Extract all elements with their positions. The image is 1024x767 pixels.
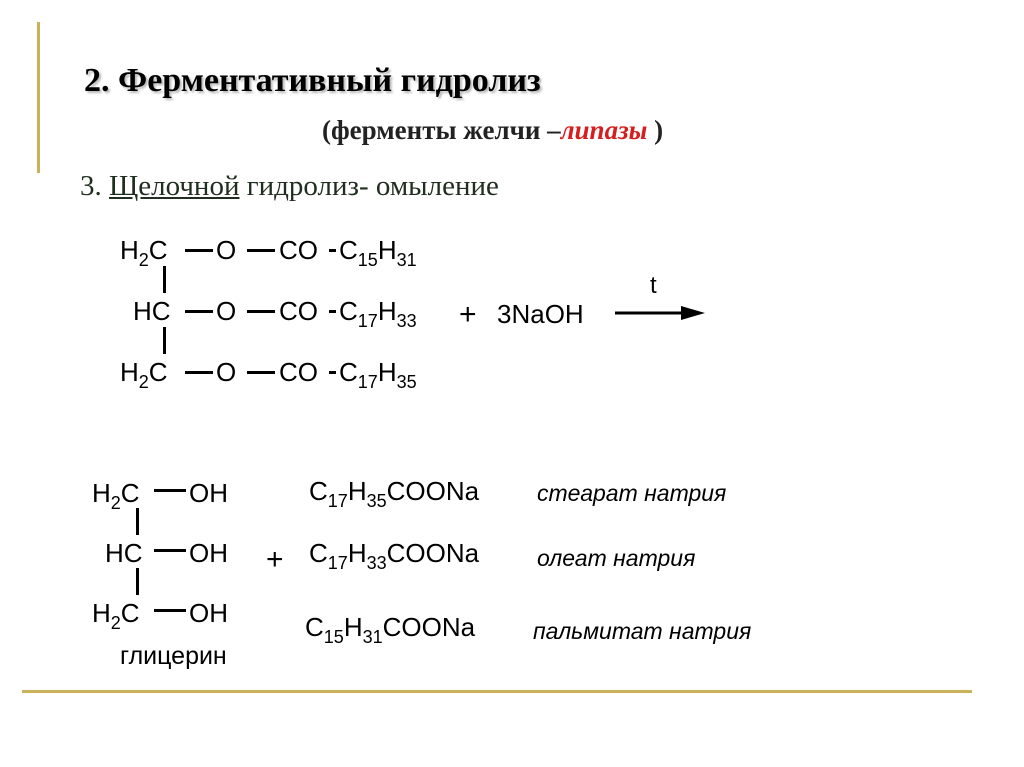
fat-chain-1: $C_{15}H_{31}$	[339, 235, 417, 270]
bond-line	[185, 310, 213, 313]
subtitle-paren-close: )	[647, 115, 664, 145]
fat-carbon-1: $H_2C$	[120, 235, 168, 270]
bond-line	[163, 266, 166, 293]
reactants-plus: +	[459, 298, 477, 331]
salt-name-stearate: стеарат натрия	[537, 480, 727, 506]
fat-oxygen-3: O	[216, 357, 237, 387]
glycerol-name: глицерин	[120, 642, 227, 670]
bond-line	[163, 327, 166, 354]
glycerol-carbon-2: HC	[105, 538, 143, 568]
salt-formula-palmitate: $C_{15}H_{31}COONa$	[305, 612, 476, 647]
subtitle-prefix: ферменты желчи –	[331, 115, 561, 145]
glycerol-carbon-1: $H_2C$	[92, 478, 140, 513]
salt-name-oleate: олеат натрия	[537, 545, 696, 571]
fat-carbonyl-3: CO	[279, 357, 318, 387]
slide-subtitle	[322, 115, 663, 146]
glycerol-hydroxyl-1: OH	[189, 478, 228, 508]
section-heading	[80, 170, 499, 203]
fat-carbon-2: HC	[133, 296, 171, 326]
bond-line	[154, 489, 186, 492]
fat-oxygen-2: O	[216, 296, 237, 326]
bond-line	[154, 609, 186, 612]
salt-formula-stearate: $C_{17}H_{35}COONa$	[309, 476, 480, 511]
products-plus: +	[266, 543, 284, 576]
bond-line	[329, 371, 336, 374]
bond-line	[185, 371, 213, 374]
bond-line	[136, 508, 139, 535]
heading-rest: гидролиз- омыление	[239, 170, 499, 202]
salt-formula-oleate: $C_{17}H_{33}COONa$	[309, 538, 480, 573]
reaction-arrow-icon	[615, 303, 707, 323]
bond-line	[185, 249, 213, 252]
fat-carbonyl-2: CO	[279, 296, 318, 326]
slide-title: 2. Ферментативный гидролиз	[84, 62, 541, 99]
glycerol-carbon-3: $H_2C$	[92, 598, 140, 633]
condition-label: t	[650, 272, 657, 299]
glycerol-hydroxyl-2: OH	[189, 538, 228, 568]
fat-carbon-3: $H_2C$	[120, 357, 168, 392]
fat-chain-3: $C_{17}H_{35}$	[339, 357, 417, 392]
bond-line	[136, 568, 139, 595]
bond-line	[329, 310, 336, 313]
fat-oxygen-1: O	[216, 235, 237, 265]
bond-line	[247, 371, 275, 374]
bond-line	[247, 310, 275, 313]
glycerol-hydroxyl-3: OH	[189, 598, 228, 628]
salt-name-palmitate: пальмитат натрия	[533, 618, 752, 644]
subtitle-paren-open: (	[322, 115, 331, 145]
reagent-naoh: 3NaOH	[497, 299, 584, 329]
fat-carbonyl-1: CO	[279, 235, 318, 265]
bond-line	[247, 249, 275, 252]
subtitle-enzyme: липазы	[560, 115, 648, 145]
decorative-horizontal-line	[22, 690, 972, 693]
heading-number: 3.	[80, 170, 109, 202]
bond-line	[329, 249, 336, 252]
bond-line	[154, 549, 186, 552]
heading-keyword: Щелочной	[109, 170, 240, 202]
fat-chain-2: $C_{17}H_{33}$	[339, 296, 417, 331]
decorative-vertical-line	[37, 22, 40, 173]
